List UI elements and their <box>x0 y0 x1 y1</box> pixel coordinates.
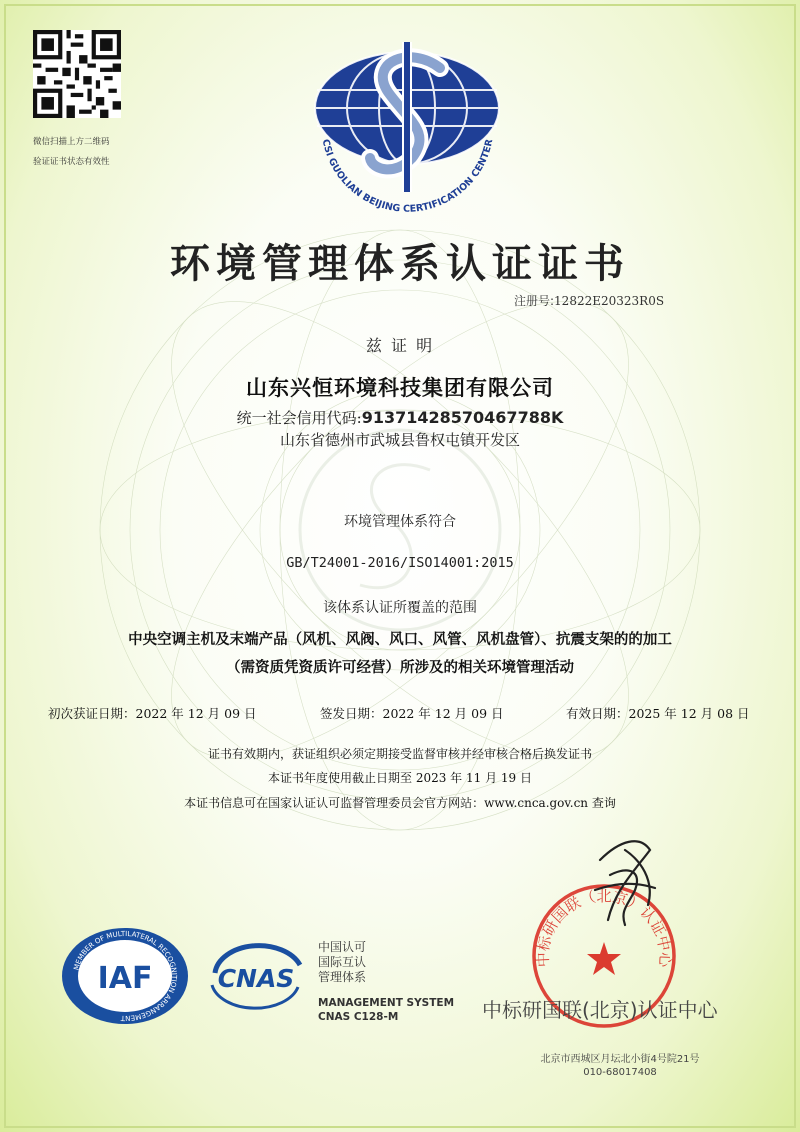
registration-number: 12822E20323R0S <box>554 294 665 308</box>
iaf-ring-text: MEMBER OF MULTILATERAL RECOGNITION ARRANGEMENT <box>72 929 179 1023</box>
standard-text: GB/T24001-2016/ISO14001:2015 <box>286 555 514 571</box>
cnas-label: CNAS <box>217 964 295 993</box>
csi-globe-logo <box>300 40 515 215</box>
logo-arc-text: CSI GUOLIAN BEIJING CERTIFICATION CENTER <box>319 138 496 215</box>
cnas-en-line-1: MANAGEMENT SYSTEM <box>318 997 455 1009</box>
scope-intro: 该体系认证所覆盖的范围 <box>323 600 477 616</box>
certificate-title: 环境管理体系认证证书 <box>170 241 630 287</box>
company-name: 山东兴恒环境科技集团有限公司 <box>246 376 554 400</box>
cnas-cn-line-2: 国际互认 <box>318 955 367 969</box>
iaf-label: IAF <box>97 961 153 996</box>
cnas-logo <box>200 935 312 1015</box>
signature <box>580 830 670 940</box>
cnas-cn-line-1: 中国认可 <box>318 940 367 954</box>
cnas-chinese-text <box>318 940 366 985</box>
qr-code-image <box>33 30 121 118</box>
seal-star-icon <box>587 942 621 975</box>
attest-text: 兹 证 明 <box>365 336 435 355</box>
cnas-english-text <box>318 996 454 1024</box>
issue-date: 签发日期：2022 年 12 月 09 日 <box>320 706 504 721</box>
issuer-phone: 010-68017408 <box>583 1067 657 1078</box>
expiry-date: 有效日期：2025 年 12 月 08 日 <box>566 706 750 721</box>
issuer-address: 北京市西城区月坛北小街4号院21号 <box>540 1054 700 1065</box>
qr-caption-2: 验证证书状态有效性 <box>33 157 110 167</box>
issuer-name: 中标研国联(北京)认证中心 <box>482 998 718 1022</box>
cnas-en-line-2: CNAS C128-M <box>318 1011 399 1023</box>
conforms-text: 环境管理体系符合 <box>344 514 456 530</box>
registration <box>514 292 664 309</box>
scope-line-1: 中央空调主机及末端产品（风机、风阀、风口、风管、风机盘管）、抗震支架的的加工 <box>128 632 672 648</box>
credit-code-line <box>0 407 800 428</box>
first-issue-date: 初次获证日期：2022 年 12 月 09 日 <box>48 706 257 721</box>
seal-text: 中标研国联（北京）认证中心 <box>533 887 675 968</box>
credit-code-value: 91371428570467788K <box>361 408 564 427</box>
note-line-1: 证书有效期内，获证组织必须定期接受监督审核并经审核合格后换发证书 <box>207 747 592 761</box>
qr-caption-1: 微信扫描上方二维码 <box>33 137 110 147</box>
note-line-2: 本证书年度使用截止日期至 2023 年 11 月 19 日 <box>268 771 532 785</box>
note-line-3: 本证书信息可在国家认证认可监督管理委员会官方网站：www.cnca.gov.cn 查询 <box>184 796 616 810</box>
scope-line-2: （需资质凭资质许可经营）所涉及的相关环境管理活动 <box>226 660 574 676</box>
qr-code[interactable] <box>33 30 121 118</box>
registration-label: 注册号: <box>514 294 555 308</box>
iaf-logo <box>60 926 190 1026</box>
company-address: 山东省德州市武城县鲁权屯镇开发区 <box>279 431 520 449</box>
cnas-cn-line-3: 管理体系 <box>318 970 367 984</box>
credit-code-label: 统一社会信用代码: <box>236 409 362 427</box>
